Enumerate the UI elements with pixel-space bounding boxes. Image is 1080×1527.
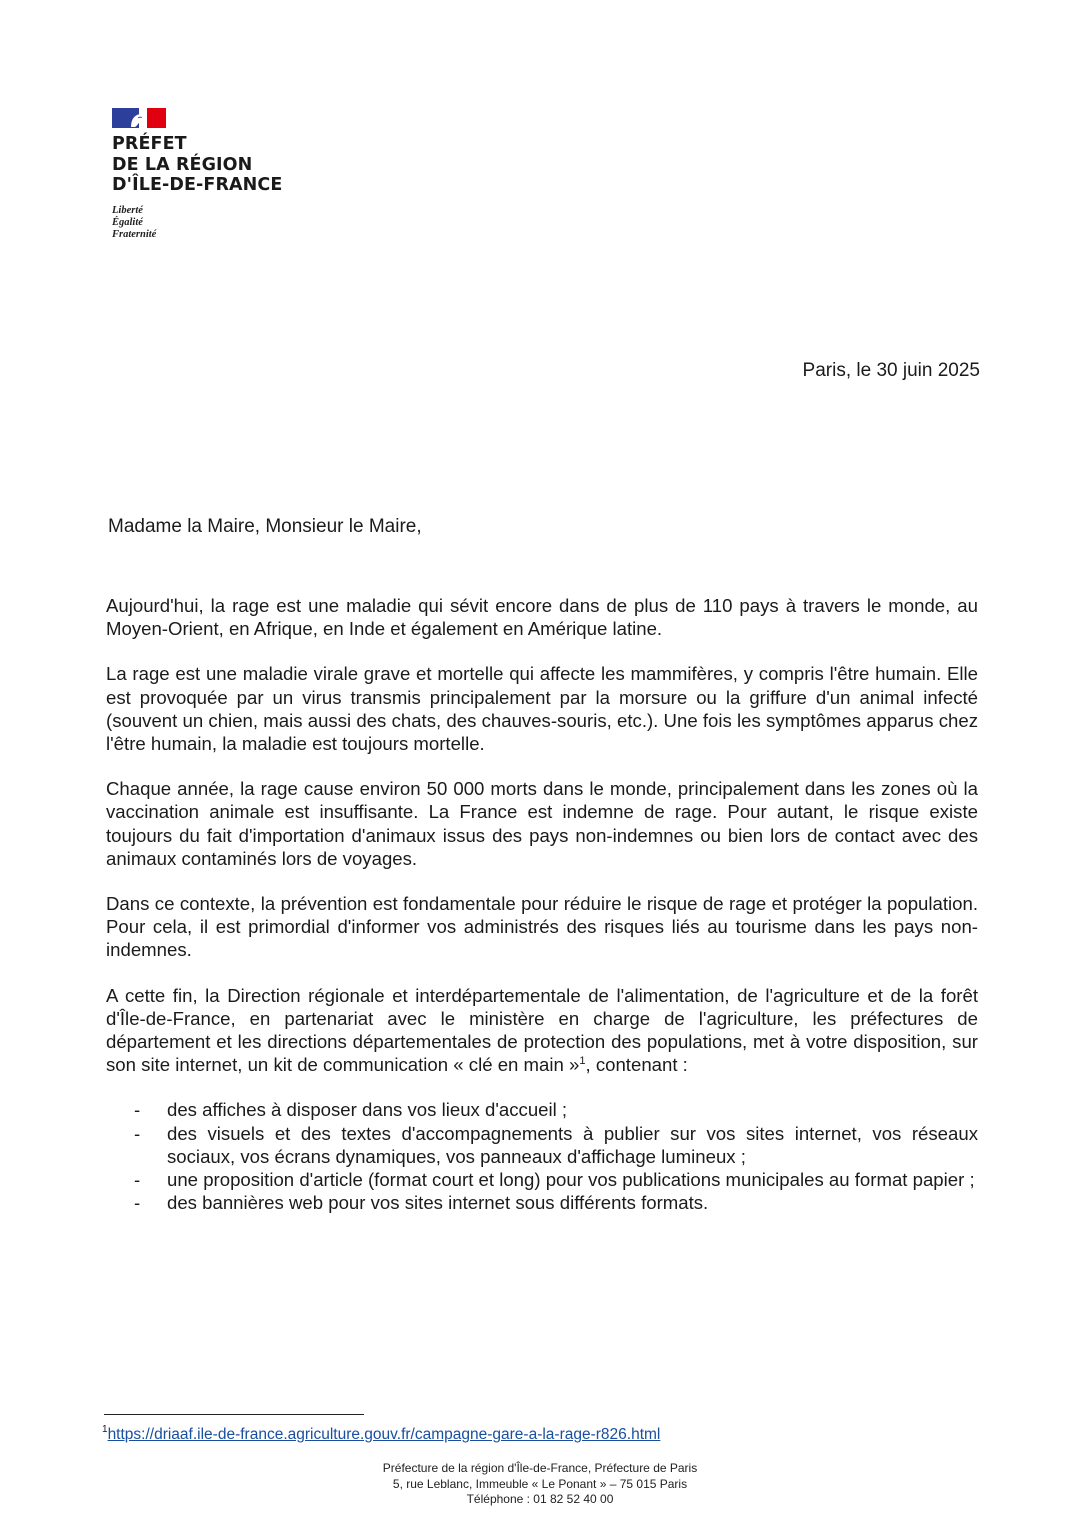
paragraph-rabies-deaths: Chaque année, la rage cause environ 50 000 morts dans le monde, principalement dans les zones où la vaccination animale est insuffisante. La France est indemne de rage. Pour autant, le risque existe toujours du fait d'importation d'animaux issus des pays non-indemnes ou bien lors de contact avec des animaux contaminés lors de voyages.: [106, 778, 978, 869]
list-item: [106, 1122, 978, 1168]
motto-liberte: Liberté: [112, 204, 143, 216]
bullet-dash: -: [134, 1192, 141, 1214]
footer-address: 5, rue Leblanc, Immeuble « Le Ponant » – 75 015 Paris: [392, 1476, 688, 1491]
footnote: [102, 1426, 660, 1444]
list-item-text: des bannières web pour vos sites internet sous différents formats.: [167, 1192, 709, 1214]
list-item-text: des affiches à disposer dans vos lieux d'accueil ;: [167, 1099, 568, 1121]
letter-body: [106, 594, 978, 1214]
list-item: [106, 1098, 978, 1121]
motto-egalite: Égalité: [112, 216, 143, 228]
footer-prefecture-name: Préfecture de la région d'Île-de-France, Préfecture de Paris: [382, 1461, 698, 1475]
list-item: [106, 1168, 978, 1191]
kit-text: A cette fin, la Direction régionale et interdépartementale de l'alimentation, de l'agriculture et de la forêt d'Île-de-France, en partenariat avec le ministère en charge de l'agriculture, les préfectures de département et les directions départementales de protection des populations, met à votre disposition, sur son site internet, un kit de communication « clé en main »: [106, 984, 978, 1076]
paragraph-rabies-worldwide: Aujourd'hui, la rage est une maladie qui sévit encore dans de plus de 110 pays à travers le monde, au Moyen-Orient, en Afrique, en Inde et également en Amérique latine.: [106, 595, 978, 640]
republic-motto: [112, 205, 282, 241]
bullet-dash: -: [134, 1122, 141, 1144]
kit-contents-list: [106, 1098, 978, 1214]
footnote-reference: 1: [579, 1055, 586, 1068]
footnote-number: 1: [102, 1424, 108, 1435]
page-footer: [0, 1461, 1080, 1508]
republic-flag-icon: [112, 108, 166, 128]
letter-date: Paris, le 30 juin 2025: [802, 360, 980, 381]
campaign-link[interactable]: https://driaaf.ile-de-france.agriculture.gouv.fr/campagne-gare-a-la-rage-r826.html: [107, 1426, 661, 1443]
kit-text-end: , contenant :: [585, 1054, 688, 1076]
footnote-divider: [104, 1414, 364, 1415]
paragraph-rabies-disease: La rage est une maladie virale grave et mortelle qui affecte les mammifères, y compris l'être humain. Elle est provoquée par un virus transmis principalement par la morsure ou la griffure d'un animal infecté (souvent un chien, mais aussi des chats, des chauves-souris, etc.). Une fois les symptômes apparus chez l'être humain, la maladie est toujours mortelle.: [106, 663, 978, 755]
salutation: Madame la Maire, Monsieur le Maire,: [108, 516, 422, 537]
motto-fraternite: Fraternité: [112, 228, 157, 240]
list-item-text: des visuels et des textes d'accompagnements à publier sur vos sites internet, vos réseaux sociaux, vos écrans dynamiques, vos panneaux d'affichage lumineux ;: [167, 1122, 978, 1167]
list-item-text: une proposition d'article (format court et long) pour vos publications municipales au format papier ;: [167, 1169, 975, 1191]
marianne-profile-icon: [129, 111, 147, 127]
bullet-dash: -: [134, 1099, 141, 1121]
prefet-title-line-3: D'ÎLE-DE-FRANCE: [112, 175, 283, 195]
prefecture-logo: [112, 108, 282, 241]
paragraph-prevention: Dans ce contexte, la prévention est fondamentale pour réduire le risque de rage et protéger la population. Pour cela, il est primordial d'informer vos administrés des risques liés au tourisme dans les pays non-indemnes.: [106, 893, 978, 961]
paragraph-communication-kit: [106, 984, 978, 1077]
list-item: [106, 1191, 978, 1214]
footer-phone: Téléphone : 01 82 52 40 00: [466, 1492, 614, 1506]
prefet-title-line-2: DE LA RÉGION: [112, 154, 253, 175]
prefet-title-line-1: PRÉFET: [112, 134, 187, 154]
bullet-dash: -: [134, 1169, 141, 1191]
